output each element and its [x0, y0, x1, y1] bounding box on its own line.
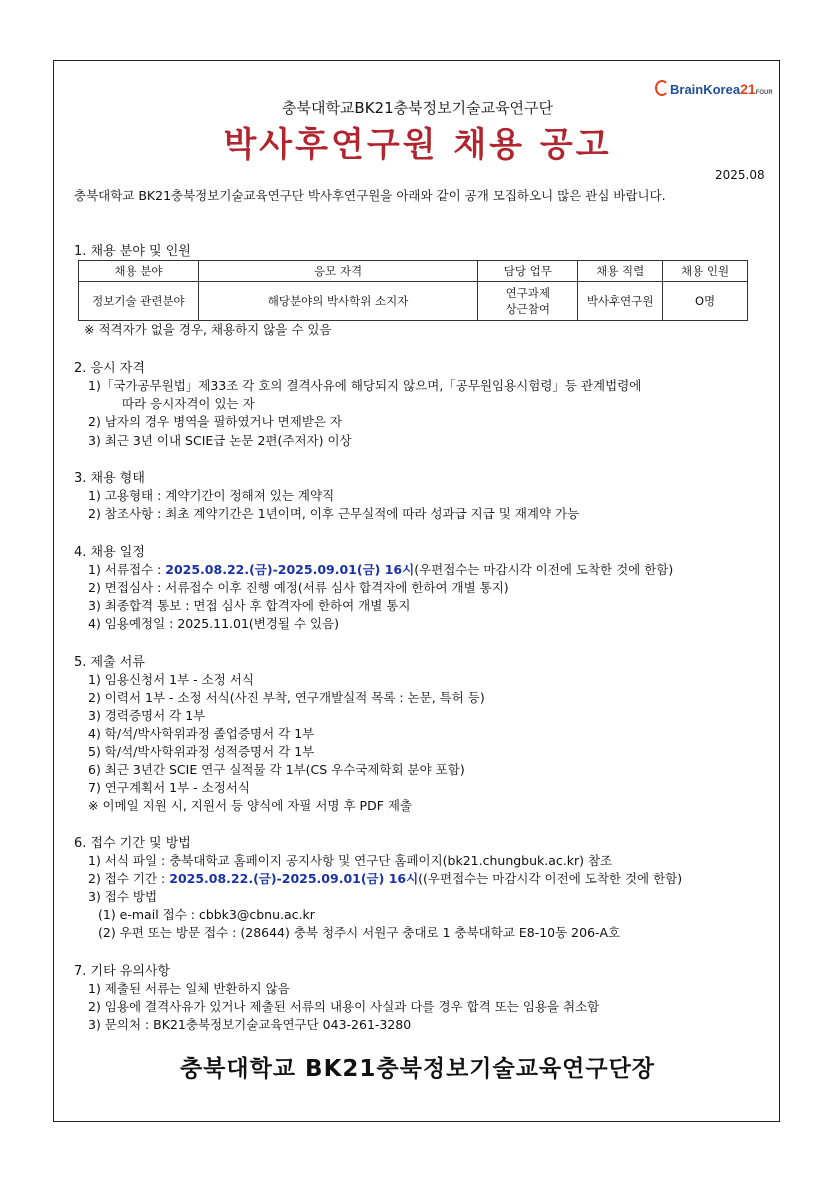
sub-list-item: (2) 우편 또는 방문 접수 : (28644) 충북 청주시 서원구 충대로 1 충북대학교 E8-10동 206-A호 — [98, 925, 621, 940]
logo-number: 21 — [740, 81, 756, 97]
brainkorea-logo — [655, 80, 773, 97]
item-label: 2) 접수 기간 : — [88, 871, 170, 886]
table-header-cell: 채용 인원 — [663, 261, 748, 282]
list-item: 3) 접수 방법 — [88, 889, 158, 904]
announcement-date: 2025.08 — [715, 168, 765, 182]
list-item: 7) 연구계획서 1부 - 소정서식 — [88, 780, 250, 795]
logo-swirl-icon — [655, 80, 669, 96]
table-row — [79, 282, 748, 321]
list-item: 따라 응시자격이 있는 자 — [122, 396, 255, 411]
table-note: ※ 적격자가 없을 경우, 채용하지 않을 수 있음 — [84, 322, 332, 337]
closing-signature: 충북대학교 BK21충북정보기술교육연구단장 — [179, 1056, 656, 1082]
list-item: 3) 경력증명서 각 1부 — [88, 708, 206, 723]
list-item: 2) 남자의 경우 병역을 필하였거나 면제받은 자 — [88, 414, 343, 429]
list-item: 1) 임용신청서 1부 - 소정 서식 — [88, 672, 254, 687]
section-heading-4: 4. 채용 일정 — [74, 545, 145, 560]
item-label: 1) 서류접수 : — [88, 562, 166, 577]
list-item: 4) 학/석/박사학위과정 졸업증명서 각 1부 — [88, 726, 315, 741]
cell-qualification: 해당분야의 박사학위 소지자 — [198, 282, 478, 321]
recruitment-table — [78, 260, 748, 321]
list-item — [88, 560, 673, 578]
list-item: 1) 서식 파일 : 충북대학교 홈페이지 공지사항 및 연구단 홈페이지(bk21.chungbuk.ac.kr) 참조 — [88, 853, 613, 868]
section-heading-5: 5. 제출 서류 — [74, 655, 145, 670]
table-header-row — [79, 261, 748, 282]
list-item: 1) 제출된 서류는 일체 반환하지 않음 — [88, 981, 290, 996]
list-item: ※ 이메일 지원 시, 지원서 등 양식에 자필 서명 후 PDF 제출 — [88, 798, 413, 813]
list-item: 2) 면접심사 : 서류접수 이후 진행 예정(서류 심사 합격자에 한하여 개별 통지) — [88, 580, 509, 595]
table-header-cell: 응모 자격 — [198, 261, 478, 282]
page-title: 박사후연구원 채용 공고 — [223, 125, 612, 165]
cell-duty — [478, 282, 578, 321]
intro-paragraph: 충북대학교 BK21충북정보기술교육연구단 박사후연구원을 아래와 같이 공개 모집하오니 많은 관심 바랍니다. — [74, 188, 666, 203]
cell-count: O명 — [663, 282, 748, 321]
list-item: 2) 이력서 1부 - 소정 서식(사진 부착, 연구개발실적 목록 : 논문, 특허 등) — [88, 690, 485, 705]
sub-list-item: (1) e-mail 접수 : cbbk3@cbnu.ac.kr — [98, 907, 315, 922]
organization-name: 충북대학교BK21충북정보기술교육연구단 — [281, 99, 554, 117]
table-header-cell: 담당 업무 — [478, 261, 578, 282]
cell-field: 정보기술 관련분야 — [79, 282, 199, 321]
list-item: 5) 학/석/박사학위과정 성적증명서 각 1부 — [88, 744, 315, 759]
deadline-highlight: 2025.08.22.(금)-2025.09.01(금) 16시 — [165, 562, 415, 577]
list-item: 1) 고용형태 : 계약기간이 정해져 있는 계약직 — [88, 488, 335, 503]
list-item: 2) 참조사항 : 최초 계약기간은 1년이며, 이후 근무실적에 따라 성과급 지급 및 재계약 가능 — [88, 506, 580, 521]
logo-suffix: FOUR — [755, 90, 773, 96]
section-heading-3: 3. 채용 형태 — [74, 471, 145, 486]
list-item: 2) 임용에 결격사유가 있거나 제출된 서류의 내용이 사실과 다를 경우 합격 또는 임용을 취소함 — [88, 999, 600, 1014]
section-heading-7: 7. 기타 유의사항 — [74, 964, 171, 979]
list-item: 6) 최근 3년간 SCIE 연구 실적물 각 1부(CS 우수국제학회 분야 포함) — [88, 762, 465, 777]
list-item: 4) 임용예정일 : 2025.11.01(변경될 수 있음) — [88, 616, 340, 631]
logo-text: BrainKorea — [670, 82, 741, 97]
list-item: 1)「국가공무원법」제33조 각 호의 결격사유에 해당되지 않으며,「공무원임용시험령」등 관계법령에 — [88, 378, 642, 393]
item-note: (우편접수는 마감시각 이전에 도착한 것에 한함) — [414, 562, 674, 577]
list-item: 3) 최종합격 통보 : 면접 심사 후 합격자에 한하여 개별 통지 — [88, 598, 411, 613]
list-item: 3) 최근 3년 이내 SCIE급 논문 2편(주저자) 이상 — [88, 433, 352, 448]
list-item — [88, 869, 682, 887]
item-note: ((우편접수는 마감시각 이전에 도착한 것에 한함) — [418, 871, 683, 886]
list-item: 3) 문의처 : BK21충북정보기술교육연구단 043-261-3280 — [88, 1017, 412, 1032]
section-heading-6: 6. 접수 기간 및 방법 — [74, 836, 191, 851]
cell-duty-line2: 상근참여 — [505, 302, 550, 316]
cell-duty-line1: 연구과제 — [505, 286, 550, 300]
deadline-highlight: 2025.08.22.(금)-2025.09.01(금) 16시 — [169, 871, 419, 886]
table-header-cell: 채용 직렬 — [578, 261, 663, 282]
table-header-cell: 채용 분야 — [79, 261, 199, 282]
cell-position: 박사후연구원 — [578, 282, 663, 321]
section-heading-1: 1. 채용 분야 및 인원 — [74, 244, 191, 259]
section-heading-2: 2. 응시 자격 — [74, 361, 145, 376]
